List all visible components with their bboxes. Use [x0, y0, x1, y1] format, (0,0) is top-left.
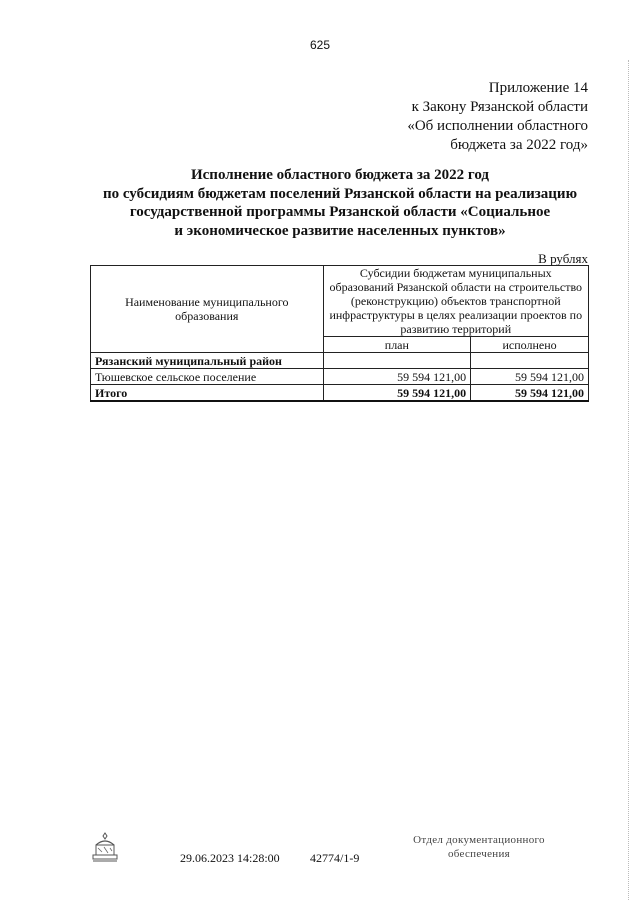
title-line-2: по субсидиям бюджетам поселений Рязанской области на реализацию	[102, 185, 578, 202]
scan-margin-line	[628, 60, 630, 900]
appendix-header	[407, 79, 588, 155]
table-row	[91, 353, 589, 369]
row-plan	[323, 353, 471, 369]
row-name: Итого	[91, 385, 324, 402]
table-header-row	[91, 266, 589, 337]
table-total-row	[91, 385, 589, 402]
row-plan: 59 594 121,00	[323, 369, 471, 385]
row-plan: 59 594 121,00	[323, 385, 471, 402]
budget-table	[90, 265, 589, 402]
stamp-line-2: обеспечения	[447, 848, 511, 860]
footer-code: 42774/1-9	[310, 851, 360, 865]
row-done: 59 594 121,00	[471, 385, 589, 402]
header-municipality: Наименование муниципального образования	[91, 266, 324, 353]
document-title	[90, 166, 590, 240]
title-line-3: государственной программы Рязанской области «Социальное	[129, 204, 551, 220]
header-done: исполнено	[471, 337, 589, 353]
title-line-1: Исполнение областного бюджета за 2022 год	[190, 167, 490, 183]
footer-datetime: 29.06.2023 14:28:00	[180, 851, 280, 865]
appendix-line-1: Приложение 14	[488, 80, 588, 96]
header-plan: план	[323, 337, 471, 353]
table-row	[91, 369, 589, 385]
header-subsidy: Субсидии бюджетам муниципальных образований Рязанской области на строительство (реконструкцию) объектов транспортной инфраструктуры в целях реализации проектов по развитию территорий	[323, 266, 588, 337]
row-name: Рязанский муниципальный район	[91, 353, 324, 369]
row-done: 59 594 121,00	[471, 369, 589, 385]
page-number: 625	[309, 38, 331, 52]
coat-of-arms-icon	[90, 831, 120, 863]
department-stamp	[398, 833, 560, 861]
title-line-4: и экономическое развитие населенных пунктов»	[174, 222, 506, 239]
stamp-line-1: Отдел документационного	[413, 834, 545, 846]
row-done	[471, 353, 589, 369]
units-label: В рублях	[538, 251, 588, 266]
appendix-line-4: бюджета за 2022 год»	[450, 137, 588, 153]
row-name: Тюшевское сельское поселение	[91, 369, 324, 385]
appendix-line-2: к Закону Рязанской области	[411, 99, 588, 115]
appendix-line-3: «Об исполнении областного	[407, 118, 588, 134]
